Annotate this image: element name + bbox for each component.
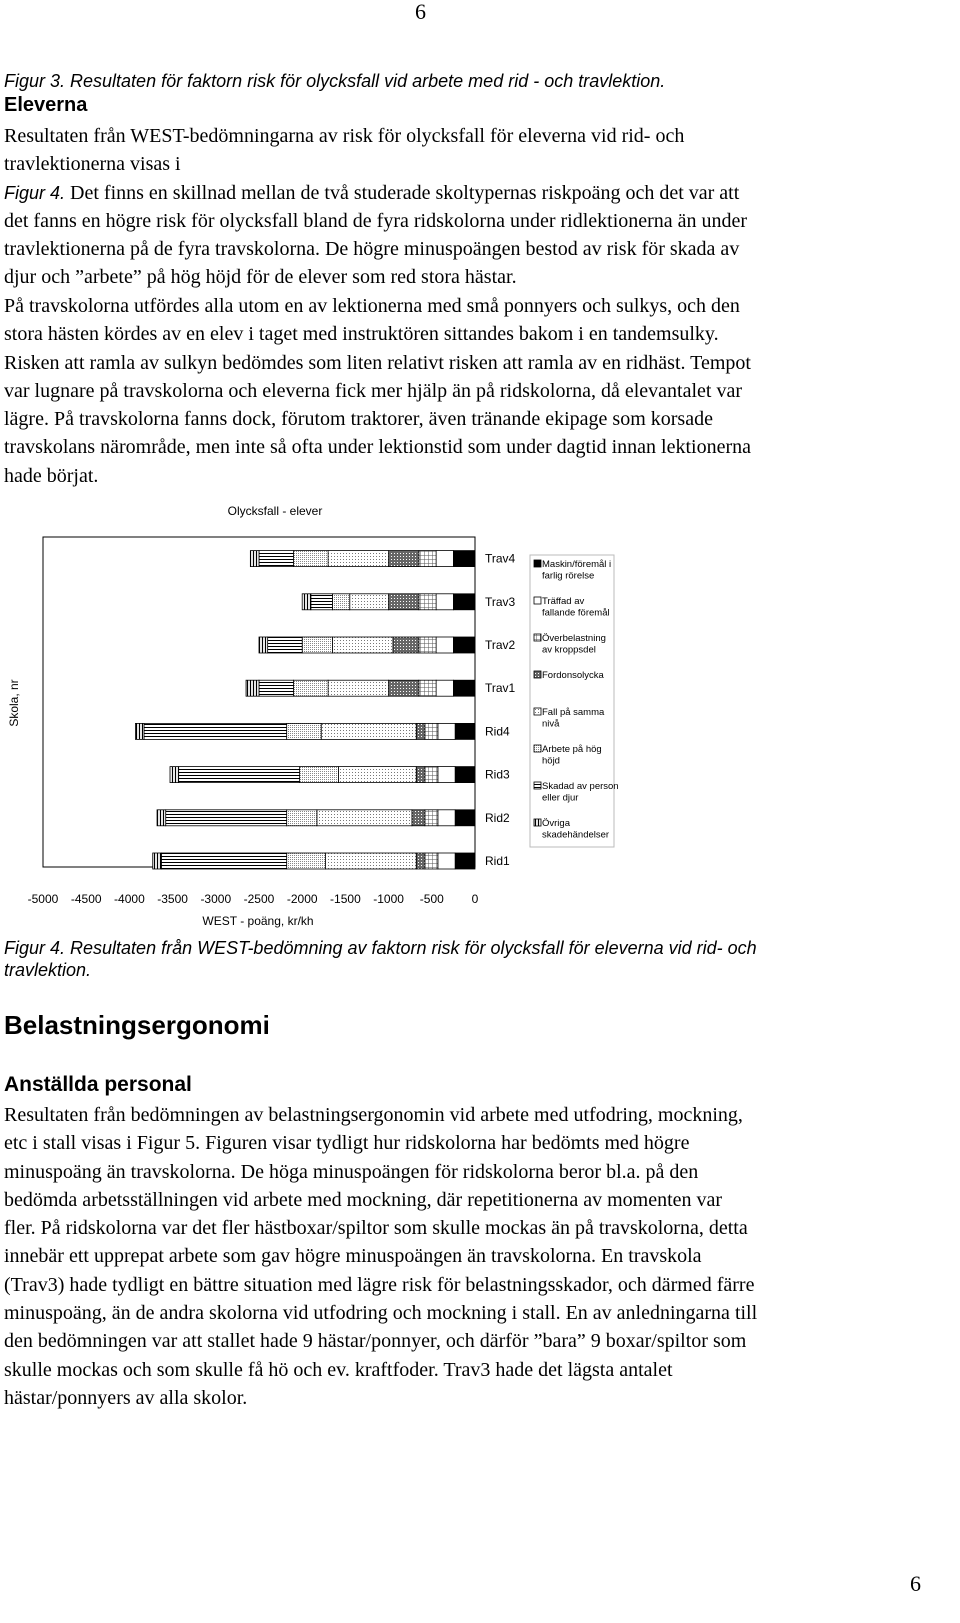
- legend-label: Fordonsolycka: [542, 670, 604, 681]
- x-tick-label: -3000: [200, 892, 232, 906]
- bar-segment: [153, 853, 162, 869]
- legend-label: Träffad av fallande föremål: [542, 596, 610, 619]
- section-heading-eleverna: Eleverna: [4, 94, 88, 116]
- category-label: Trav3: [485, 594, 516, 609]
- bar-segment: [328, 551, 388, 567]
- paragraph-eleverna-2: [4, 292, 934, 490]
- text-line: fler. På ridskolorna var det fler hästboxar/spiltor som skulle mockas än på travskolorna, detta: [4, 1217, 748, 1240]
- text-line: var lugnare på travskolorna och eleverna fick mer hjälp än på ridskolorna, då elevantalet var: [4, 379, 743, 402]
- bar-segment: [338, 767, 416, 783]
- bar-segment: [259, 637, 268, 653]
- text-line: minuspoäng än travskolorna. De höga minuspoängen för ridskolorna beror bl.a. på den: [4, 1160, 699, 1183]
- olycksfall-chart: [0, 495, 640, 935]
- x-tick-label: -5000: [27, 892, 59, 906]
- bar-segment: [455, 723, 475, 739]
- bar-segment: [166, 810, 287, 826]
- bar-segment: [436, 680, 453, 696]
- bar-segment: [135, 723, 144, 739]
- legend-label: Maskin/föremål i farlig rörelse: [542, 559, 612, 582]
- bar-segment: [416, 853, 425, 869]
- bar-segment: [144, 723, 287, 739]
- bar-segment: [436, 594, 453, 610]
- bar-segment: [250, 551, 259, 567]
- bar-segment: [438, 853, 455, 869]
- bar-segment: [302, 637, 332, 653]
- text-line: minuspoäng, än de andra skolorna vid utfodring och mockning i stall. En av anledningarna till: [4, 1302, 758, 1325]
- bar-segment: [419, 637, 436, 653]
- x-tick-labels: [28, 892, 479, 906]
- x-tick-label: -2500: [243, 892, 275, 906]
- text-line: det fanns en högre risk för olycksfall bland de fyra ridskolorna under ridlektionerna än under: [4, 209, 748, 232]
- x-tick-label: -1500: [330, 892, 361, 906]
- paragraph-belastning: [4, 1101, 934, 1412]
- bar-segment: [332, 594, 349, 610]
- bar-segment: [438, 767, 455, 783]
- text-line: skulle mockas och som skulle få hö och ev. kraftfoder. Trav3 hade det lägsta antalet: [4, 1358, 673, 1381]
- text-line: lägre. På travskolorna fanns dock, förutom traktorer, även tränande ekipage som korsade: [4, 408, 713, 431]
- text-span: Det finns en skillnad mellan de två studerade skoltypernas riskpoäng och det var att: [65, 181, 740, 204]
- bar-segment: [179, 767, 300, 783]
- caption-line: travlektion.: [4, 960, 92, 980]
- bar-segment: [393, 637, 419, 653]
- category-labels: [485, 552, 516, 868]
- legend-swatch: [534, 819, 541, 826]
- legend-label: Övriga skadehändelser: [542, 818, 610, 841]
- bar-segment: [436, 637, 453, 653]
- bar-segment: [350, 594, 389, 610]
- x-axis-label: WEST - poäng, kr/kh: [202, 914, 314, 928]
- bar-segment: [294, 551, 329, 567]
- bar-segment: [425, 723, 438, 739]
- text-line: bedömda arbetsställningen vid arbete med mockning, där repetitionerna av momenten var: [4, 1188, 723, 1211]
- bar-segment: [455, 810, 475, 826]
- bar-segment: [328, 680, 388, 696]
- bar-segment: [321, 723, 416, 739]
- x-tick-label: -2000: [286, 892, 318, 906]
- text-line: Resultaten från WEST-bedömningarna av risk för olycksfall för eleverna vid rid- och: [4, 125, 685, 147]
- legend-label: Fall på samma nivå: [542, 707, 605, 730]
- bar-segment: [455, 853, 475, 869]
- figure-3-caption: Figur 3. Resultaten för faktorn risk för olycksfall vid arbete med rid - och travlektion.: [4, 71, 666, 91]
- text-line: innebär ett upprepat arbete som gav högre minuspoängen än travskolorna. En travskola: [4, 1245, 702, 1268]
- category-label: Rid2: [485, 810, 510, 825]
- x-tick-label: -500: [419, 892, 444, 906]
- bar-segment: [412, 810, 425, 826]
- text-line: travskolans närområde, men inte så ofta under lektionstid som under dagtid innan lektionerna: [4, 436, 752, 459]
- y-axis-label: Skola, nr: [7, 679, 21, 727]
- x-tick-label: -4000: [114, 892, 145, 906]
- bar-segment: [300, 767, 339, 783]
- legend-swatch: [534, 597, 541, 604]
- text-line: travlektionerna visas i: [4, 153, 181, 176]
- bar-segment: [287, 723, 322, 739]
- text-line: hästar/ponnyers av alla skolor.: [4, 1386, 248, 1409]
- bar-segment: [302, 594, 311, 610]
- legend-label: Skadad av person eller djur: [542, 781, 619, 804]
- category-label: Rid1: [485, 854, 510, 868]
- bar-segment: [294, 680, 329, 696]
- bar-segment: [419, 551, 436, 567]
- bar-segment: [425, 810, 438, 826]
- bar-segment: [416, 767, 425, 783]
- bar-segment: [389, 680, 419, 696]
- bar-segment: [246, 680, 259, 696]
- category-label: Trav2: [485, 638, 516, 652]
- legend-swatch: [534, 560, 541, 567]
- bar-segment: [389, 551, 419, 567]
- caption-line: Figur 4. Resultaten från WEST-bedömning av faktorn risk för olycksfall för eleverna vid rid- och: [4, 938, 757, 958]
- legend-swatch: [534, 782, 541, 789]
- x-tick-label: -1000: [373, 892, 404, 906]
- bar-segment: [453, 551, 475, 567]
- page-number-bottom: 6: [910, 1571, 921, 1596]
- text-line: hade börjat.: [4, 464, 99, 487]
- category-label: Trav1: [485, 681, 516, 696]
- text-line: den bedömningen var att stallet hade 9 hästar/ponnyer, och därför ”bara” 9 boxar/spiltor som: [4, 1330, 747, 1353]
- bar-segment: [311, 594, 333, 610]
- legend-swatch: [534, 671, 541, 678]
- bar-segment: [157, 810, 166, 826]
- x-tick-label: -4500: [70, 892, 102, 906]
- legend-swatch: [534, 708, 541, 715]
- figure-4-caption: [4, 937, 757, 981]
- legend-swatch: [534, 634, 541, 641]
- bar-segment: [161, 853, 286, 869]
- text-line: etc i stall visas i Figur 5. Figuren visar tydligt hur ridskolorna har bedömts med högre: [4, 1132, 690, 1155]
- bar-segment: [287, 853, 326, 869]
- text-line: travlektionerna på de fyra travskolorna. De högre minuspoängen bestod av risk för skada av: [4, 238, 740, 261]
- category-label: Rid3: [485, 767, 510, 782]
- text-line: djur och ”arbete” på hög höjd för de elever som red stora hästar.: [4, 266, 517, 289]
- bar-segment: [259, 680, 294, 696]
- figure-reference: Figur 4.: [4, 182, 66, 203]
- x-tick-label: -3500: [157, 892, 188, 906]
- bar-segment: [425, 767, 438, 783]
- bar-segment: [453, 680, 475, 696]
- chart-title: Olycksfall - elever: [227, 504, 323, 518]
- category-label: Rid4: [485, 724, 510, 739]
- bar-segment: [416, 723, 425, 739]
- legend-label: Arbete på hög höjd: [542, 744, 602, 767]
- bar-segment: [287, 810, 317, 826]
- section-heading-belastningsergonomi: Belastningsergonomi: [4, 1010, 270, 1040]
- x-tick-label: 0: [471, 892, 479, 906]
- category-label: Trav4: [485, 551, 516, 566]
- text-line: stora hästen kördes av en elev i taget med instruktören sittandes bakom i en tandemsulky.: [4, 323, 719, 346]
- bar-segment: [436, 551, 453, 567]
- text-line: [4, 179, 934, 207]
- bar-segment: [453, 594, 475, 610]
- bar-segment: [419, 680, 436, 696]
- bar-segment: [453, 637, 475, 653]
- subheading-anstallda-personal: Anställda personal: [4, 1073, 192, 1096]
- bar-segment: [268, 637, 303, 653]
- bar-segment: [317, 810, 412, 826]
- bar-segment: [455, 767, 475, 783]
- bar-segment: [425, 853, 438, 869]
- bar-segment: [438, 810, 455, 826]
- bar-segment: [259, 551, 294, 567]
- legend-swatch: [534, 745, 541, 752]
- bar-segment: [326, 853, 417, 869]
- bar-segment: [438, 723, 455, 739]
- paragraph-eleverna-1: [4, 122, 934, 292]
- text-line: Resultaten från bedömningen av belastningsergonomin vid arbete med utfodring, mockning,: [4, 1104, 743, 1126]
- bar-segment: [419, 594, 436, 610]
- bar-segment: [170, 767, 179, 783]
- text-line: Risken att ramla av sulkyn bedömdes som liten relativt risken att ramla av en ridhäst. Tempot: [4, 351, 751, 374]
- page-number-top: 6: [415, 0, 426, 24]
- bar-segment: [332, 637, 392, 653]
- bar-segment: [389, 594, 419, 610]
- text-line: På travskolorna utfördes alla utom en av lektionerna med små ponnyers och sulkys, och den: [4, 295, 740, 317]
- legend-label: Överbelastning av kroppsdel: [542, 633, 606, 656]
- text-line: (Trav3) hade tydligt en bättre situation med lägre risk för belastningsskador, och därmed färre: [4, 1273, 755, 1296]
